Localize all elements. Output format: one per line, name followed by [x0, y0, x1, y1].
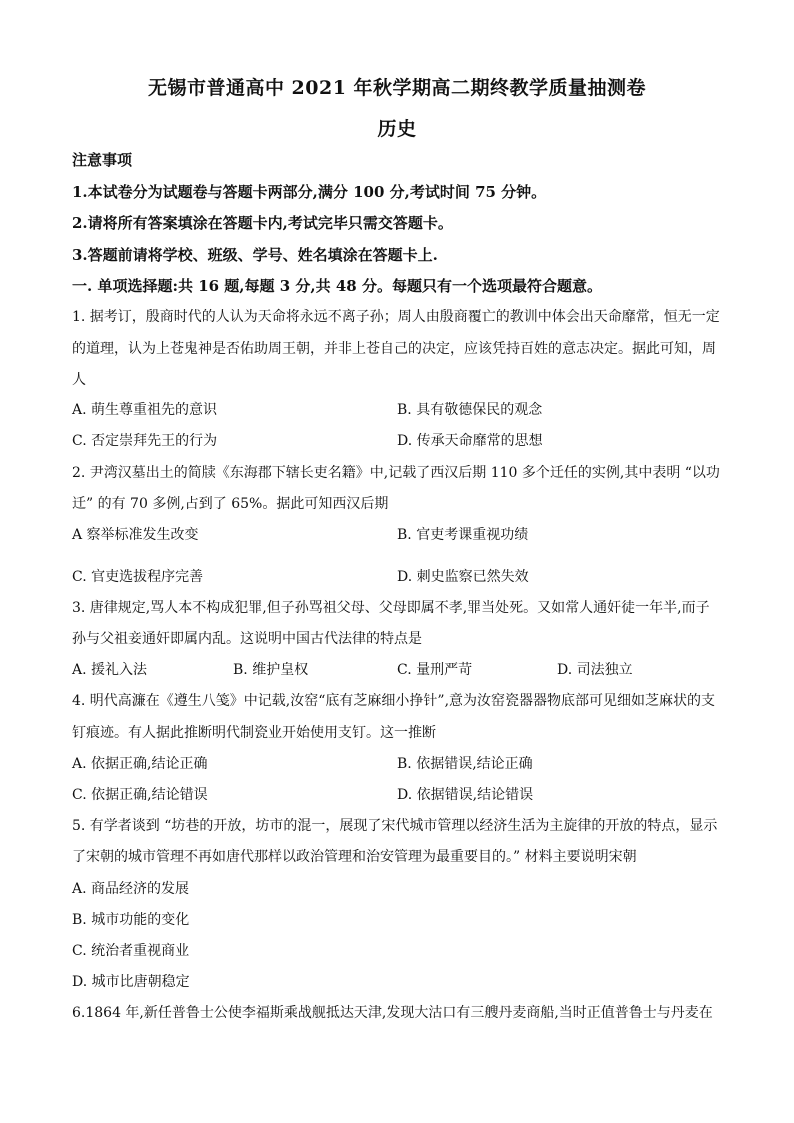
notes-heading: 注意事项 [72, 151, 133, 169]
question-5-option-a: A. 商品经济的发展 [72, 881, 190, 897]
question-4-text: 钉痕迹。有人据此推断明代制瓷业开始使用支钉。这一推断 [72, 725, 436, 741]
exam-title: 无锡市普通高中 2021 年秋学期高二期终教学质量抽测卷 [147, 77, 647, 99]
question-2-option-a: A 察举标准发生改变 [72, 527, 199, 543]
question-3-option-a: A. 援礼入法 [72, 662, 148, 678]
question-2-option-c: C. 官吏选拔程序完善 [72, 569, 204, 585]
question-2-option-d: D. 刺史监察已然失效 [397, 569, 529, 585]
question-2-text: 2. 尹湾汉墓出土的简牍《东海郡下辖长吏名籍》中,记载了西汉后期 110 多个迁任的实例,其中表明 “以功 [72, 465, 720, 481]
question-5-option-b: B. 城市功能的变化 [72, 912, 190, 928]
question-1-text: 1. 据考订，殷商时代的人认为天命将永远不离子孙；周人由殷商覆亡的教训中体会出天命靡常，恒无一定 [72, 309, 720, 325]
subject-title: 历史 [377, 118, 417, 140]
question-5-text: 5. 有学者谈到 “坊巷的开放，坊市的混一，展现了宋代城市管理以经济生活为主旋律的开放的特点，显示 [72, 818, 718, 834]
note-item: 3.答题前请将学校、班级、学号、姓名填涂在答题卡上. [72, 246, 438, 264]
question-2-option-b: B. 官吏考课重视功绩 [397, 527, 529, 543]
question-5-option-c: C. 统治者重视商业 [72, 943, 190, 959]
question-4-option-c: C. 依据正确,结论错误 [72, 787, 208, 803]
question-1-text: 的道理，认为上苍鬼神是否佑助周王朝，并非上苍自己的决定，应该凭持百姓的意志决定。据此可知，周 [72, 341, 716, 357]
question-1-text: 人 [72, 372, 86, 388]
note-item: 1.本试卷分为试题卷与答题卡两部分,满分 100 分,考试时间 75 分钟。 [72, 183, 547, 201]
question-5-text: 了宋朝的城市管理不再如唐代那样以政治管理和治安管理为最重要目的。” 材料主要说明宋朝 [72, 849, 637, 865]
question-3-text: 孙与父祖妾通奸即属内乱。这说明中国古代法律的特点是 [72, 631, 422, 647]
question-4-option-d: D. 依据错误,结论错误 [397, 787, 534, 803]
section-heading: 一. 单项选择题:共 16 题,每题 3 分,共 48 分。每题只有一个选项最符合题意。 [72, 277, 602, 295]
question-5-option-d: D. 城市比唐朝稳定 [72, 974, 190, 990]
note-item: 2.请将所有答案填涂在答题卡内,考试完毕只需交答题卡。 [72, 214, 453, 232]
question-4-option-b: B. 依据错误,结论正确 [397, 756, 533, 772]
question-3-option-d: D. 司法独立 [557, 662, 633, 678]
question-6-text: 6.1864 年,新任普鲁士公使李福斯乘战舰抵达天津,发现大沽口有三艘丹麦商船,当时正值普鲁士与丹麦在 [72, 1005, 713, 1021]
question-3-option-b: B. 维护皇权 [233, 662, 309, 678]
question-2-text: 迁” 的有 70 多例,占到了 65%。据此可知西汉后期 [72, 496, 389, 512]
question-1-option-a: A. 萌生尊重祖先的意识 [72, 402, 218, 418]
question-3-text: 3. 唐律规定,骂人本不构成犯罪,但子孙骂祖父母、父母即属不孝,罪当处死。又如常人通奸徒一年半,而子 [72, 600, 710, 616]
question-4-text: 4. 明代高濂在《遵生八笺》中记载,汝窑“底有芝麻细小挣针”,意为汝窑瓷器器物底部可见细如芝麻状的支 [72, 693, 716, 709]
question-1-option-d: D. 传承天命靡常的思想 [397, 433, 543, 449]
question-3-option-c: C. 量刑严苛 [397, 662, 473, 678]
question-1-option-b: B. 具有敬德保民的观念 [397, 402, 543, 418]
question-4-option-a: A. 依据正确,结论正确 [72, 756, 208, 772]
question-1-option-c: C. 否定崇拜先王的行为 [72, 433, 218, 449]
